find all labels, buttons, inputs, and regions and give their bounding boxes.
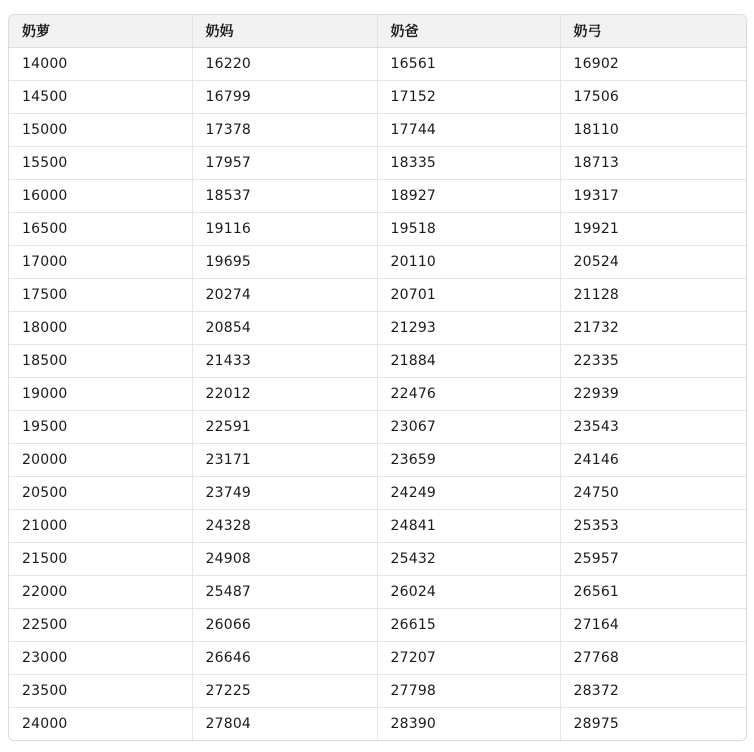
table-cell-naigong: 20524 [560,246,746,279]
table-row [9,48,746,81]
table-cell-naima: 17957 [192,147,377,180]
table-cell-naiba: 25432 [377,543,560,576]
table-row [9,708,746,741]
table-row [9,510,746,543]
table-cell-naiba: 28390 [377,708,560,741]
table-cell-nailuo: 18000 [9,312,192,345]
table-row [9,543,746,576]
table-cell-naigong: 28975 [573,716,620,732]
table-cell-naiba: 19518 [377,213,560,246]
table-row [9,411,746,444]
table-cell-nailuo: 23500 [9,675,192,708]
table-cell-naima: 26066 [192,609,377,642]
table-cell-naiba: 24249 [377,477,560,510]
table-cell-naiba: 18335 [377,147,560,180]
table-cell-naima: 21433 [192,345,377,378]
table-cell-naima: 23171 [192,444,377,477]
table-cell-naigong: 24750 [560,477,746,510]
table-cell-nailuo: 21000 [9,510,192,543]
table-cell-nailuo: 20500 [9,477,192,510]
table-row [9,114,746,147]
table-cell-naigong: 21128 [560,279,746,312]
table-cell-naiba: 27207 [377,642,560,675]
table-cell-naiba: 27798 [377,675,560,708]
table-cell-naima: 19695 [192,246,377,279]
table-cell-naiba: 23659 [377,444,560,477]
table-cell-naigong: 21732 [560,312,746,345]
table-cell-naiba: 23067 [377,411,560,444]
table-cell-naiba: 22476 [377,378,560,411]
table-header [9,15,746,48]
data-table-container [8,14,747,741]
table-body [9,48,746,741]
table-cell-nailuo: 22500 [9,609,192,642]
table-cell-naiba: 21884 [377,345,560,378]
table-cell-naigong: 22939 [560,378,746,411]
table-cell-nailuo: 23000 [9,642,192,675]
table-cell-naiba: 20110 [377,246,560,279]
table-cell-naima: 22012 [192,378,377,411]
table-cell-naigong: 19317 [560,180,746,213]
table-cell-nailuo: 17500 [9,279,192,312]
table-row [9,609,746,642]
table-cell-naigong: 28372 [560,675,746,708]
table-cell-naigong: 22335 [560,345,746,378]
table-cell-nailuo: 14000 [9,48,192,81]
table-cell-naima: 27804 [192,708,377,741]
table-cell-naima: 23749 [192,477,377,510]
table-cell-naima: 22591 [192,411,377,444]
table-row [9,246,746,279]
table-cell-nailuo: 16500 [9,213,192,246]
column-header-naima[interactable]: 奶妈 [192,15,377,48]
table-cell-naiba: 21293 [377,312,560,345]
table-cell-naima: 19116 [192,213,377,246]
table-cell-naiba: 16561 [377,48,560,81]
column-header-naiba[interactable]: 奶爸 [377,15,560,48]
table-cell-nailuo: 22000 [9,576,192,609]
table-row [9,180,746,213]
table-row [9,213,746,246]
table-cell-naima: 16799 [192,81,377,114]
table-cell-naiba: 26615 [377,609,560,642]
table-cell-naigong: 25957 [560,543,746,576]
table-row [9,477,746,510]
table-row [9,345,746,378]
table-cell-naigong: 25353 [560,510,746,543]
table-cell-nailuo: 19000 [9,378,192,411]
table-cell-naima: 20854 [192,312,377,345]
table-cell-naima: 27225 [192,675,377,708]
data-table [9,15,746,740]
table-cell-naigong: 26561 [560,576,746,609]
table-cell-naima: 26646 [192,642,377,675]
table-cell-naima: 16220 [192,48,377,81]
table-cell-nailuo: 14500 [9,81,192,114]
table-cell-naiba: 20701 [377,279,560,312]
table-cell-naiba: 17744 [377,114,560,147]
table-cell-naigong: 16902 [560,48,746,81]
table-cell-nailuo: 15500 [9,147,192,180]
table-row [9,642,746,675]
table-row [9,279,746,312]
table-row [9,147,746,180]
table-row [9,81,746,114]
table-cell-nailuo: 15000 [9,114,192,147]
table-cell-naima: 20274 [192,279,377,312]
column-header-naigong[interactable]: 奶弓 [560,15,746,48]
table-cell-nailuo: 21500 [9,543,192,576]
table-cell-naigong: 19921 [560,213,746,246]
table-cell-naima: 18537 [192,180,377,213]
table-cell-naiba: 26024 [377,576,560,609]
table-cell-naima: 24908 [192,543,377,576]
table-cell-naima: 25487 [192,576,377,609]
table-row [9,576,746,609]
table-cell-naigong: 23543 [560,411,746,444]
header-row [9,15,746,48]
table-cell-nailuo: 19500 [9,411,192,444]
table-cell-naigong: 24146 [560,444,746,477]
table-cell-naigong: 18713 [560,147,746,180]
table-row [9,675,746,708]
table-cell-nailuo: 24000 [9,708,192,741]
table-row [9,312,746,345]
table-cell-naiba: 24841 [377,510,560,543]
table-cell-naigong: 27164 [560,609,746,642]
table-cell-nailuo: 18500 [9,345,192,378]
table-cell-naima: 24328 [192,510,377,543]
table-row [9,444,746,477]
table-cell-naima: 17378 [192,114,377,147]
table-cell-naigong: 18110 [560,114,746,147]
table-cell-nailuo: 17000 [9,246,192,279]
table-row [9,378,746,411]
table-cell-nailuo: 20000 [9,444,192,477]
table-cell-naigong: 27768 [560,642,746,675]
table-cell-naiba: 17152 [377,81,560,114]
table-cell-nailuo: 16000 [9,180,192,213]
column-header-nailuo[interactable]: 奶萝 [9,15,192,48]
table-cell-naigong: 17506 [560,81,746,114]
table-cell-naiba: 18927 [377,180,560,213]
